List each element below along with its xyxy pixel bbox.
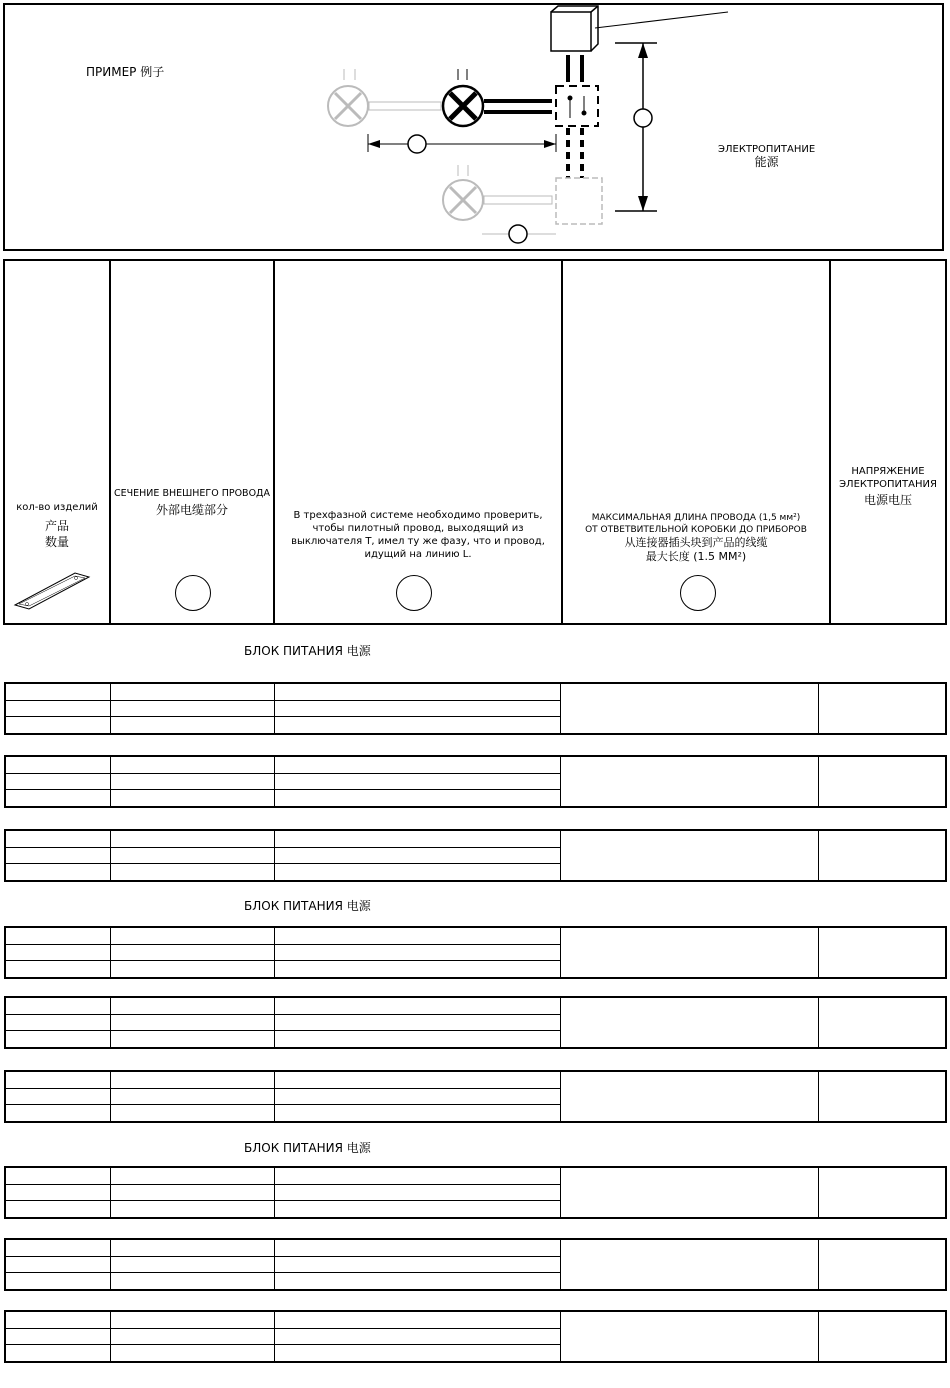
col-quantity: кол-во изделий 产品 数量 xyxy=(5,261,111,623)
table-divider xyxy=(818,1240,819,1289)
table-divider xyxy=(110,831,111,880)
table-divider xyxy=(274,684,275,733)
section-title: БЛОК ПИТАНИЯ 电源 xyxy=(244,1141,371,1155)
switch-icon xyxy=(556,86,598,126)
table-divider xyxy=(560,1072,561,1121)
table-row xyxy=(6,1030,560,1031)
table-row xyxy=(6,1344,560,1345)
table-row xyxy=(6,1328,560,1329)
table-row xyxy=(6,1088,560,1089)
table-divider xyxy=(274,757,275,806)
wiring-spec-table xyxy=(4,829,947,882)
wiring-spec-table xyxy=(4,682,947,735)
table-row xyxy=(6,1184,560,1185)
wiring-diagram xyxy=(0,0,950,260)
table-divider xyxy=(560,757,561,806)
table-divider xyxy=(274,928,275,977)
table-divider xyxy=(110,998,111,1047)
table-divider xyxy=(818,757,819,806)
wiring-spec-table xyxy=(4,755,947,808)
marker-circle xyxy=(680,575,716,611)
table-divider xyxy=(274,1168,275,1217)
table-row xyxy=(6,1272,560,1273)
table-row xyxy=(6,700,560,701)
col-cable-section: СЕЧЕНИЕ ВНЕШНЕГО ПРОВОДА 外部电缆部分 xyxy=(111,261,275,623)
header-table xyxy=(3,259,947,625)
table-divider xyxy=(560,998,561,1047)
table-divider xyxy=(274,831,275,880)
wiring-spec-table xyxy=(4,996,947,1049)
table-row xyxy=(6,960,560,961)
example-label: ПРИМЕР 例子 xyxy=(86,65,165,79)
table-divider xyxy=(110,928,111,977)
table-divider xyxy=(274,1240,275,1289)
table-divider xyxy=(274,998,275,1047)
marker-circle xyxy=(175,575,211,611)
col-voltage: НАПРЯЖЕНИЕ ЭЛЕКТРОПИТАНИЯ 电源电压 xyxy=(839,466,937,507)
table-row xyxy=(6,1104,560,1105)
table-divider xyxy=(560,684,561,733)
table-divider xyxy=(560,831,561,880)
table-divider xyxy=(818,1072,819,1121)
marker-circle xyxy=(396,575,432,611)
table-divider xyxy=(110,1240,111,1289)
table-divider xyxy=(560,1312,561,1361)
table-divider xyxy=(560,1168,561,1217)
table-row xyxy=(6,1200,560,1201)
section-title: БЛОК ПИТАНИЯ 电源 xyxy=(244,899,371,913)
table-row xyxy=(6,1014,560,1015)
table-divider xyxy=(818,998,819,1047)
table-divider xyxy=(560,1240,561,1289)
table-divider xyxy=(110,1312,111,1361)
junction-box-icon xyxy=(551,6,598,51)
table-divider xyxy=(818,831,819,880)
table-divider xyxy=(274,1312,275,1361)
power-supply-label: ЭЛЕКТРОПИТАНИЕ 能源 xyxy=(718,144,816,169)
table-divider xyxy=(818,1168,819,1217)
table-divider xyxy=(110,1072,111,1121)
table-row xyxy=(6,1256,560,1257)
table-row xyxy=(6,944,560,945)
table-divider xyxy=(110,684,111,733)
table-divider xyxy=(274,1072,275,1121)
wiring-spec-table xyxy=(4,1070,947,1123)
faded-lamp-icon xyxy=(328,69,441,126)
wiring-spec-table xyxy=(4,926,947,979)
table-divider xyxy=(560,928,561,977)
table-divider xyxy=(818,928,819,977)
product-plate-icon xyxy=(13,567,93,613)
table-divider xyxy=(818,1312,819,1361)
section-title: БЛОК ПИТАНИЯ 电源 xyxy=(244,644,371,658)
table-divider xyxy=(110,757,111,806)
lamp-icon xyxy=(443,69,483,126)
table-row xyxy=(6,863,560,864)
table-row xyxy=(6,716,560,717)
wiring-spec-table xyxy=(4,1238,947,1291)
wiring-spec-table xyxy=(4,1166,947,1219)
table-row xyxy=(6,773,560,774)
table-row xyxy=(6,847,560,848)
table-divider xyxy=(818,684,819,733)
table-row xyxy=(6,789,560,790)
col-phase-note: В трехфазной системе необходимо проверить, чтобы пилотный провод, выходящий из выключателя T, имел ту же фазу, что и провод, идущий на линию L. xyxy=(275,261,563,623)
wiring-spec-table xyxy=(4,1310,947,1363)
table-divider xyxy=(110,1168,111,1217)
col-max-length: МАКСИМАЛЬНАЯ ДЛИНА ПРОВОДА (1,5 мм²) ОТ ОТВЕТВИТЕЛЬНОЙ КОРОБКИ ДО ПРИБОРОВ 从连接器插头块到产品的线缆 最大长度 (1.5 MM²) xyxy=(563,261,831,623)
